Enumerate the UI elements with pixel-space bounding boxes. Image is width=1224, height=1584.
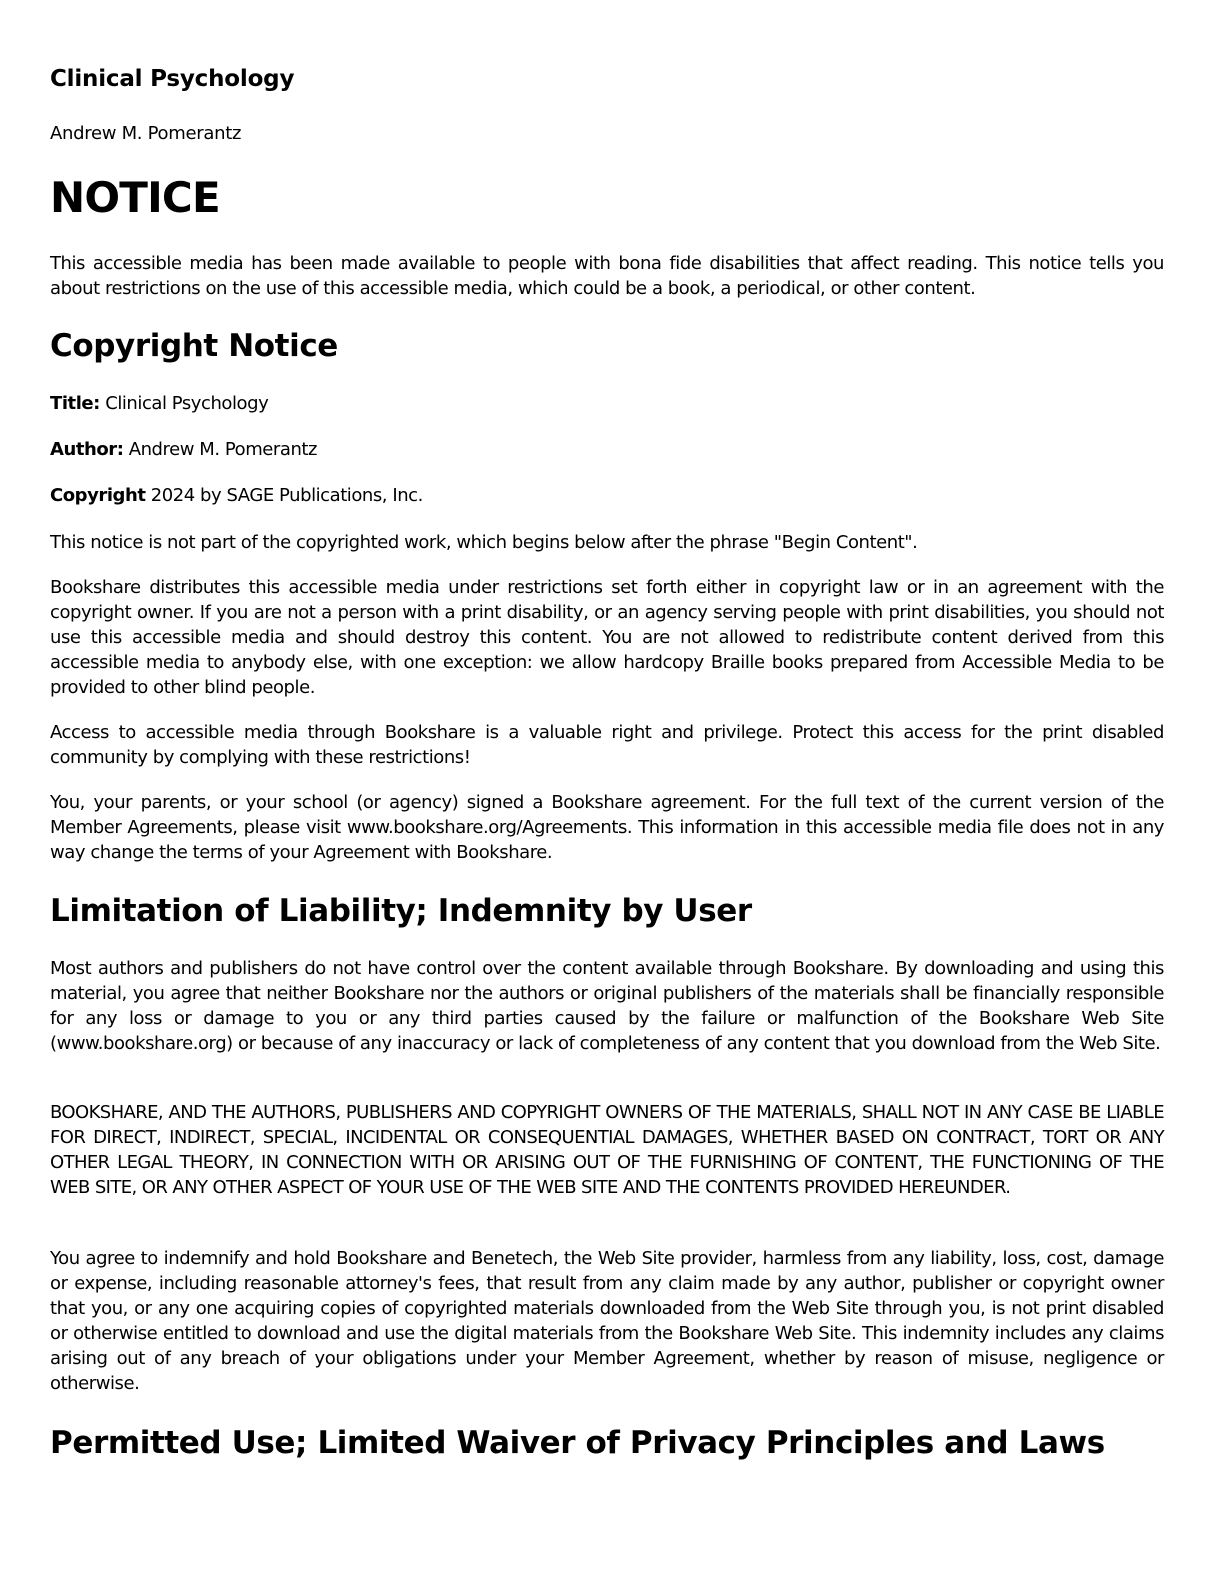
title-value: Clinical Psychology: [99, 393, 269, 414]
permitted-use-heading: Permitted Use; Limited Waiver of Privacy Principles and Laws: [50, 1425, 1105, 1461]
title-line: [50, 391, 1164, 416]
liability-paragraph: Most authors and publishers do not have control over the content available through Bookshare. By downloading and using this material, you agree that neither Bookshare nor the authors or original publishers of the materials shall be financially responsible for any loss or damage to you or any third parties caused by the failure or malfunction of the Bookshare Web Site (www.bookshare.org) or because of any inaccuracy or lack of completeness of any content that you download from the Web Site.: [50, 958, 1164, 1054]
copyright-line: [50, 483, 1164, 508]
book-author: Andrew M. Pomerantz: [50, 123, 242, 144]
distribution-restrictions-paragraph: Bookshare distributes this accessible media under restrictions set forth either in copyright law or in an agreement with the copyright owner. If you are not a person with a print disability, or an agency serving people with print disabilities, you should not use this accessible media and should destroy this content. You are not allowed to redistribute content derived from this accessible media to anybody else, with one exception: we allow hardcopy Braille books prepared from Accessible Media to be provided to other blind people.: [50, 577, 1164, 698]
access-privilege-paragraph: Access to accessible media through Bookshare is a valuable right and privilege. Protect this access for the print disabled community by complying with these restrictions!: [50, 722, 1164, 768]
author-value: Andrew M. Pomerantz: [123, 439, 318, 460]
title-label: Title:: [50, 393, 100, 414]
book-title: Clinical Psychology: [50, 66, 295, 92]
not-part-of-work-paragraph: This notice is not part of the copyrighted work, which begins below after the phrase "Begin Content".: [50, 532, 918, 553]
no-damages-paragraph: BOOKSHARE, AND THE AUTHORS, PUBLISHERS AND COPYRIGHT OWNERS OF THE MATERIALS, SHALL NOT IN ANY CASE BE LIABLE FOR DIRECT, INDIRECT, SPECIAL, INCIDENTAL OR CONSEQUENTIAL DAMAGES, WHETHER BASED ON CONTRACT, TORT OR ANY OTHER LEGAL THEORY, IN CONNECTION WITH OR ARISING OUT OF THE FURNISHING OF CONTENT, THE FUNCTIONING OF THE WEB SITE, OR ANY OTHER ASPECT OF YOUR USE OF THE WEB SITE AND THE CONTENTS PROVIDED HEREUNDER.: [50, 1102, 1164, 1198]
copyright-value: 2024 by SAGE Publications, Inc.: [145, 485, 423, 506]
author-line: [50, 437, 1164, 462]
liability-heading: Limitation of Liability; Indemnity by User: [50, 893, 752, 929]
copyright-notice-heading: Copyright Notice: [50, 328, 338, 364]
author-label: Author:: [50, 439, 124, 460]
indemnity-paragraph: You agree to indemnify and hold Bookshare and Benetech, the Web Site provider, harmless from any liability, loss, cost, damage or expense, including reasonable attorney's fees, that result from any claim made by any author, publisher or copyright owner that you, or any one acquiring copies of copyrighted materials downloaded from the Web Site through you, is not print disabled or otherwise entitled to download and use the digital materials from the Bookshare Web Site. This indemnity includes any claims arising out of any breach of your obligations under your Member Agreement, whether by reason of misuse, negligence or otherwise.: [50, 1248, 1164, 1394]
notice-intro-paragraph: This accessible media has been made available to people with bona fide disabilities that affect reading. This notice tells you about restrictions on the use of this accessible media, which could be a book, a periodical, or other content.: [50, 253, 1164, 299]
notice-heading: NOTICE: [50, 173, 220, 222]
copyright-label: Copyright: [50, 485, 146, 506]
member-agreement-paragraph: You, your parents, or your school (or agency) signed a Bookshare agreement. For the full text of the current version of the Member Agreements, please visit www.bookshare.org/Agreements. This information in this accessible media file does not in any way change the terms of your Agreement with Bookshare.: [50, 792, 1164, 863]
